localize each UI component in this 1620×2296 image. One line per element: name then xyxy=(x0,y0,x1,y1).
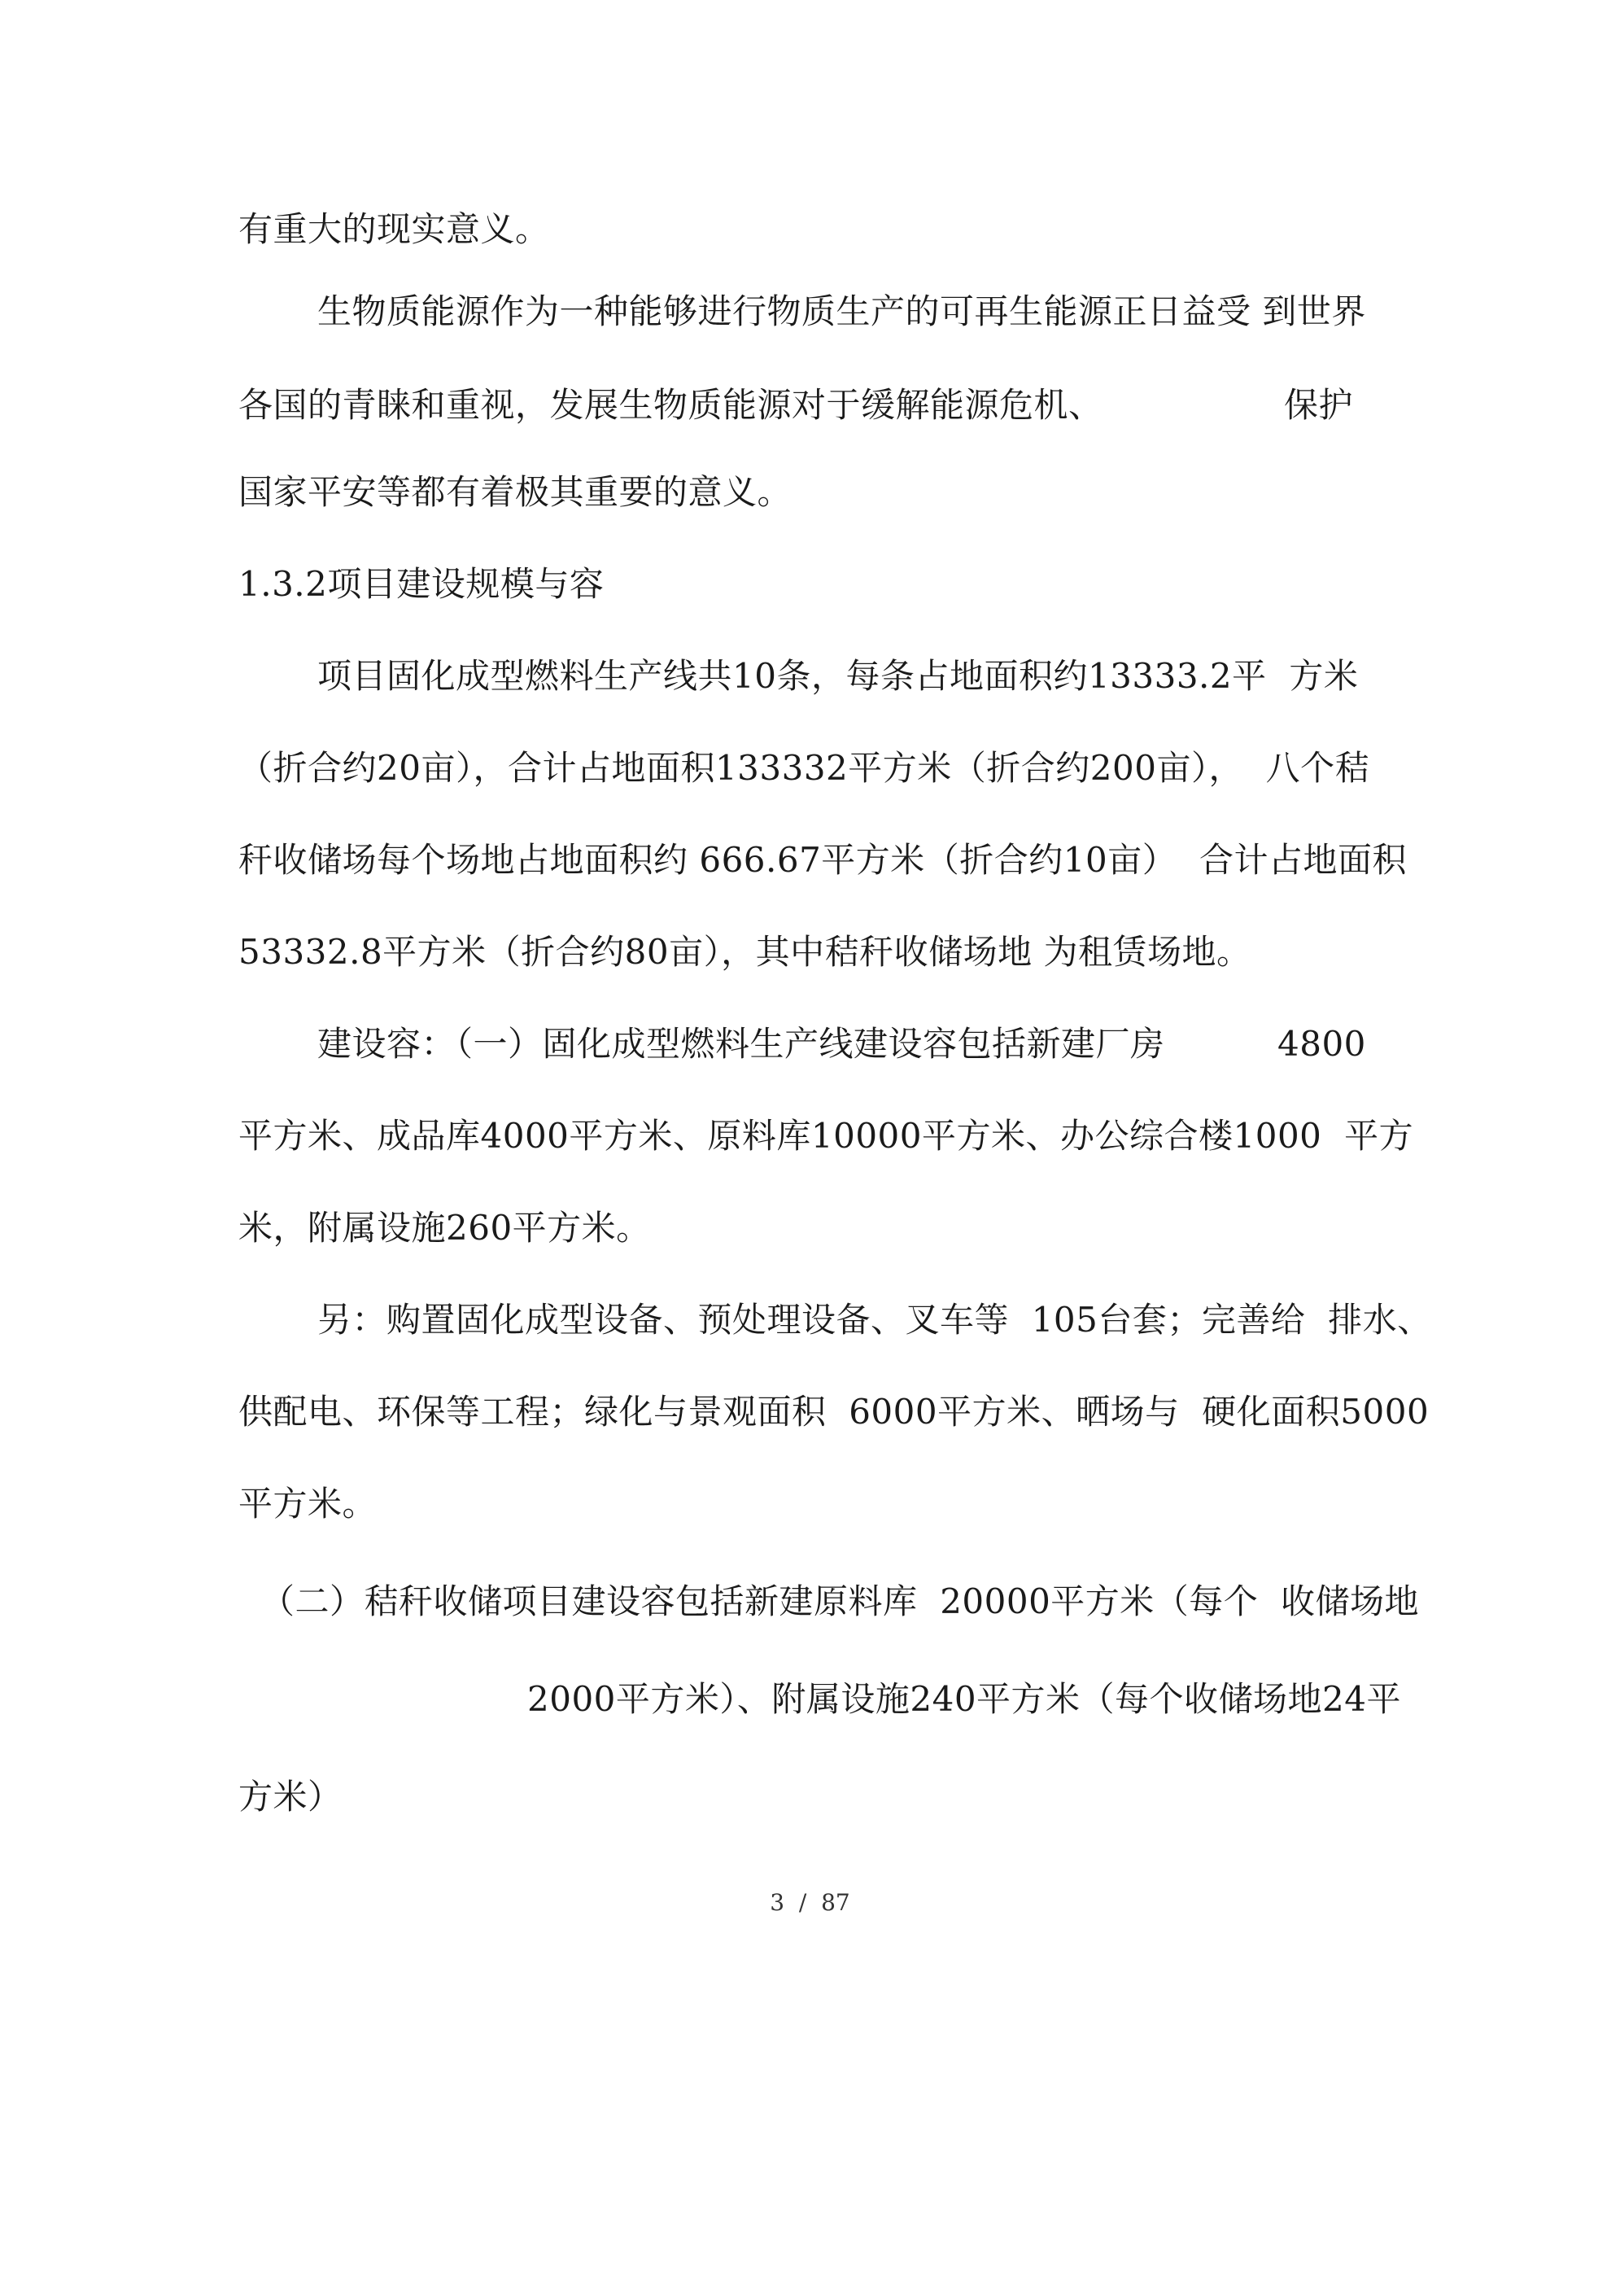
paragraph-line-11: 米，附属设施260平方米。 xyxy=(238,1208,651,1248)
paragraph-line-10: 平方米、成品库4000平方米、原料库10000平方米、办公综合楼1000 平方 xyxy=(238,1116,1414,1156)
paragraph-line-14: 平方米。 xyxy=(238,1484,378,1524)
paragraph-line-13: 供配电、环保等工程；绿化与景观面积 6000平方米、晒场与 硬化面积5000 xyxy=(238,1392,1430,1432)
section-heading: 1.3.2项目建设规模与容 xyxy=(238,564,605,604)
paragraph-line-17: 方米） xyxy=(238,1777,343,1817)
paragraph-line-2: 生物质能源作为一种能够进行物质生产的可再生能源正日益受 到世界 xyxy=(317,291,1366,331)
paragraph-line-16: 2000平方米）、附属设施240平方米（每个收储场地24平 xyxy=(527,1679,1401,1719)
page-number: 3 / 87 xyxy=(770,1889,850,1916)
paragraph-line-9: 建设容：（一）固化成型燃料生产线建设容包括新建厂房 xyxy=(317,1024,1165,1064)
paragraph-line-9b: 4800 xyxy=(1277,1024,1366,1064)
paragraph-line-3b: 保护 xyxy=(1284,385,1354,425)
paragraph-line-7: 秆收储场每个场地占地面积约 666.67平方米（折合约10亩） 合计占地面积 xyxy=(238,840,1407,880)
paragraph-line-15: （二）秸秆收储项目建设容包括新建原料库 20000平方米（每个 收储场地 xyxy=(260,1581,1420,1621)
paragraph-line-5: 项目固化成型燃料生产线共10条，每条占地面积约13333.2平 方米 xyxy=(317,656,1359,696)
paragraph-line-12: 另：购置固化成型设备、预处理设备、叉车等 105台套；完善给 排水、 xyxy=(317,1300,1432,1340)
paragraph-line-1: 有重大的现实意义。 xyxy=(238,209,550,249)
paragraph-line-6: （折合约20亩），合计占地面积133332平方米（折合约200亩）， 八个秸 xyxy=(238,748,1370,788)
paragraph-line-3: 各国的青睐和重视，发展生物质能源对于缓解能源危机、 xyxy=(238,385,1103,425)
paragraph-line-4: 国家平安等都有着极其重要的意义。 xyxy=(238,472,793,512)
paragraph-line-8: 53332.8平方米（折合约80亩），其中秸秆收储场地 为租赁场地。 xyxy=(238,932,1251,972)
